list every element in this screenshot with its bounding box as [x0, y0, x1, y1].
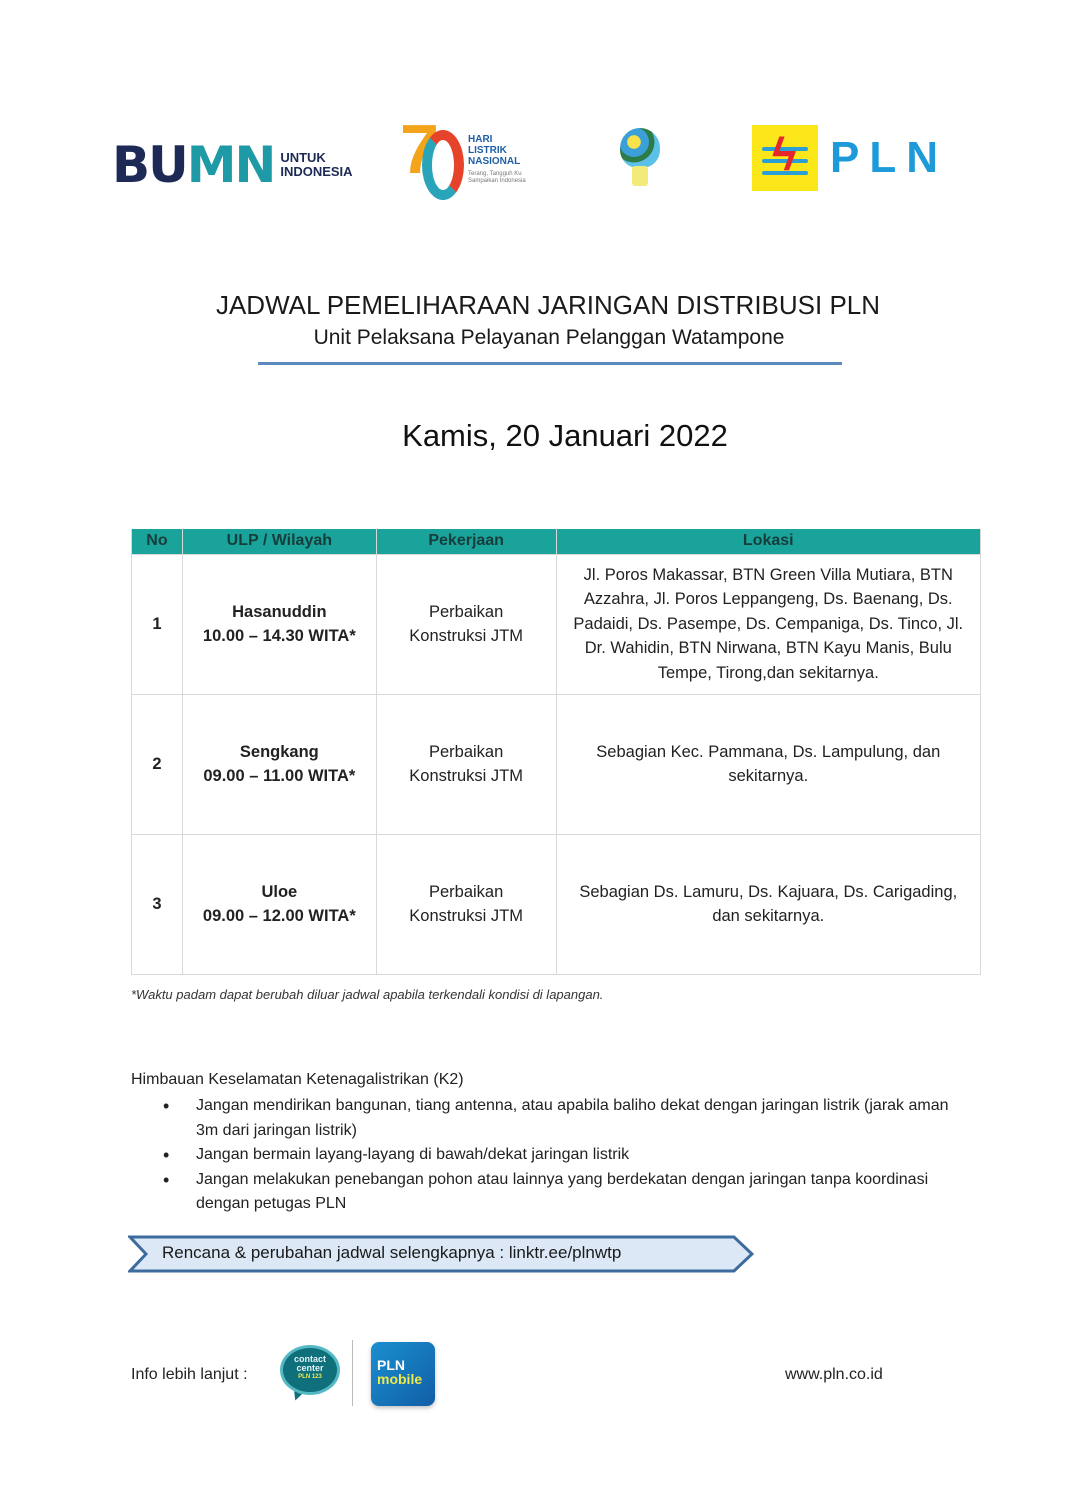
cell-lokasi: Jl. Poros Makassar, BTN Green Villa Mutiara, BTN Azzahra, Jl. Poros Leppangeng, Ds. Baenang, Ds. Padaidi, Ds. Pasempe, Ds. Cempaniga, Ds. Tinco, Jl. Dr. Wahidin, BTN Nirwana, BTN Kayu Manis, Bulu Tempe, Tirong,dan sekitarnya. — [556, 554, 980, 694]
lightbulb-base — [632, 166, 648, 186]
wilayah-time: 10.00 – 14.30 WITA* — [202, 627, 356, 645]
hln-line2: LISTRIK — [468, 145, 507, 156]
safety-item: • Jangan mendirikan bangunan, tiang antenna, atau apabila baliho dekat dengan jaringan listrik (jarak aman 3m dari jaringan listrik) — [160, 1094, 950, 1143]
cell-wilayah — [182, 834, 376, 974]
contact-center-text — [280, 1355, 340, 1382]
wilayah-time: 09.00 – 11.00 WITA* — [203, 767, 356, 785]
pekerjaan-line1: Perbaikan — [428, 602, 504, 621]
pln-mobile-line1: PLN — [377, 1357, 405, 1373]
header-pekerjaan: Pekerjaan — [376, 529, 556, 554]
safety-title: Himbauan Keselamatan Ketenagalistrikan (K2) — [131, 1071, 464, 1088]
hln-seven: 7 — [400, 110, 439, 188]
hln-76-mark — [400, 110, 460, 202]
pln-logo — [752, 125, 948, 191]
footer-divider — [352, 1340, 353, 1406]
wilayah-time: 09.00 – 12.00 WITA* — [202, 907, 356, 925]
pln-wordmark: PLN — [830, 133, 948, 182]
table-footnote: *Waktu padam dapat berubah diluar jadwal apabila terkendali kondisi di lapangan. — [131, 987, 604, 1002]
cell-wilayah — [182, 554, 376, 694]
bumn-logo — [112, 136, 353, 194]
hln-tagline1: Terang, Tangguh Ku — [468, 171, 522, 177]
header-lokasi: Lokasi — [556, 529, 980, 554]
cc-line1: contact — [293, 1354, 326, 1364]
wilayah-name: Hasanuddin — [232, 602, 327, 621]
cell-wilayah — [182, 694, 376, 834]
bumn-wordmark — [112, 136, 275, 194]
schedule-link-banner[interactable] — [128, 1235, 754, 1273]
pln-mobile-text — [377, 1358, 422, 1386]
hln-tagline2: Sampaikan Indonesia — [468, 178, 526, 184]
table-row — [132, 834, 981, 974]
cell-pekerjaan — [376, 834, 556, 974]
header-no: No — [132, 529, 183, 554]
cell-pekerjaan — [376, 694, 556, 834]
cell-no: 1 — [132, 554, 183, 694]
pln-emblem-icon — [752, 125, 818, 191]
header-wilayah: ULP / Wilayah — [182, 529, 376, 554]
lightbulb-head — [620, 128, 660, 168]
cc-line2: center — [296, 1363, 324, 1373]
pln-mobile-line2: mobile — [377, 1371, 423, 1387]
bumn-mark-mn: MN — [186, 136, 275, 194]
cell-pekerjaan — [376, 554, 556, 694]
hln-text — [468, 134, 526, 185]
pekerjaan-line1: Perbaikan — [428, 882, 504, 901]
schedule-link-text[interactable]: Rencana & perubahan jadwal selengkapnya : linktr.ee/plnwtp — [162, 1243, 622, 1262]
hln-tagline — [468, 171, 526, 185]
document-title: JADWAL PEMELIHARAAN JARINGAN DISTRIBUSI PLN — [215, 290, 881, 320]
safety-item: • Jangan melakukan penebangan pohon atau lainnya yang berdekatan dengan jaringan tanpa koordinasi dengan petugas PLN — [160, 1168, 950, 1217]
pekerjaan-line2: Konstruksi JTM — [409, 767, 523, 785]
hln-line1: HARI — [468, 134, 493, 145]
bumn-mark-bu: BU — [112, 136, 187, 194]
lightning-bolt-icon: ϟ — [772, 128, 797, 180]
pln-mobile-app-icon[interactable] — [371, 1342, 435, 1406]
cell-no: 3 — [132, 834, 183, 974]
bumn-tagline — [280, 151, 352, 179]
pekerjaan-line2: Konstruksi JTM — [409, 907, 523, 925]
schedule-date: Kamis, 20 Januari 2022 — [402, 418, 728, 453]
hln-line3: NASIONAL — [468, 156, 521, 167]
cell-no: 2 — [132, 694, 183, 834]
cell-lokasi: Sebagian Ds. Lamuru, Ds. Kajuara, Ds. Carigading, dan sekitarnya. — [556, 834, 980, 974]
pekerjaan-line2: Konstruksi JTM — [409, 627, 523, 645]
table-header-row — [132, 529, 981, 554]
lightbulb-icon — [618, 128, 664, 188]
cell-lokasi: Sebagian Kec. Pammana, Ds. Lampulung, dan sekitarnya. — [556, 694, 980, 834]
safety-item: • Jangan bermain layang-layang di bawah/dekat jaringan listrik — [160, 1143, 950, 1168]
hari-listrik-nasional-logo — [400, 110, 526, 202]
bumn-tagline-line1: UNTUK — [280, 150, 326, 165]
safety-list — [160, 1094, 950, 1217]
wilayah-name: Sengkang — [239, 742, 319, 761]
bumn-tagline-line2: INDONESIA — [280, 164, 353, 179]
pekerjaan-line1: Perbaikan — [428, 742, 504, 761]
website-link[interactable]: www.pln.co.id — [785, 1366, 883, 1383]
title-underline — [258, 362, 842, 365]
wilayah-name: Uloe — [261, 882, 298, 901]
table-row — [132, 554, 981, 694]
maintenance-schedule-table — [131, 529, 981, 975]
document-subtitle: Unit Pelaksana Pelayanan Pelanggan Watampone — [313, 326, 785, 349]
table-row — [132, 694, 981, 834]
cc-line3: PLN 123 — [298, 1374, 322, 1380]
hln-six-ring — [422, 130, 464, 200]
contact-center-icon[interactable] — [280, 1345, 340, 1403]
info-label: Info lebih lanjut : — [131, 1366, 248, 1383]
